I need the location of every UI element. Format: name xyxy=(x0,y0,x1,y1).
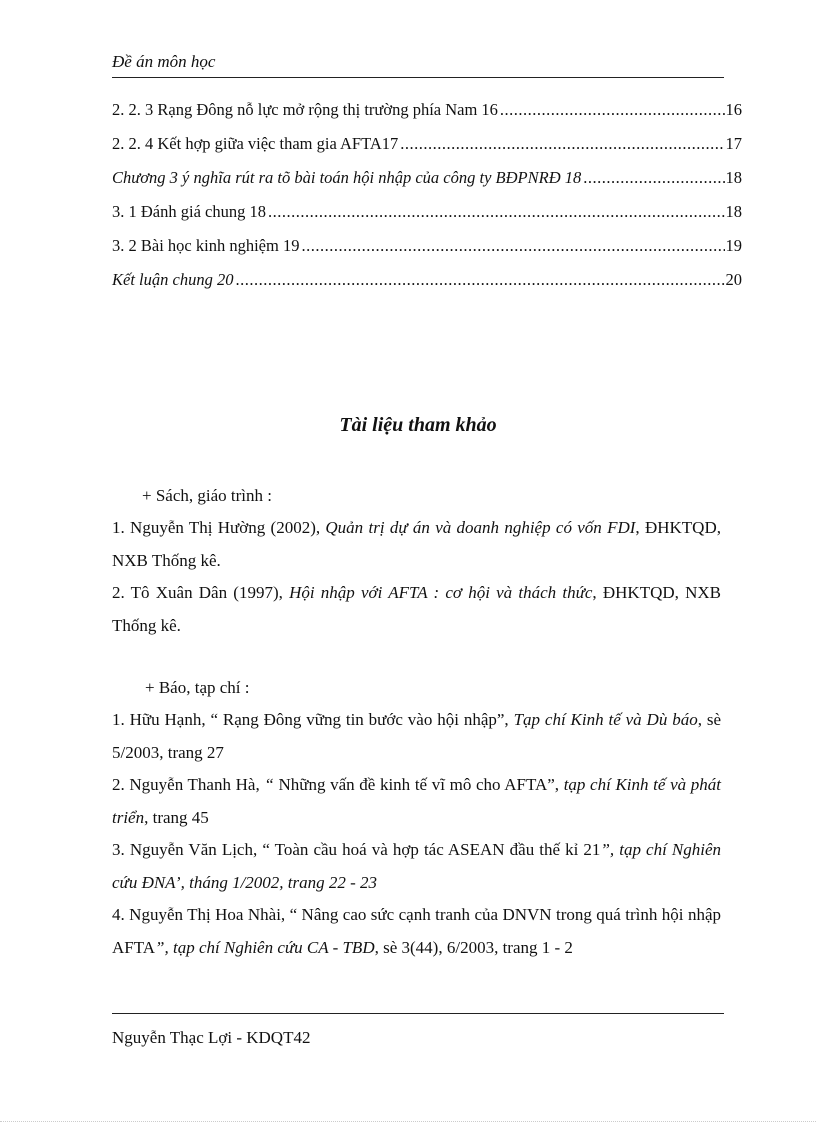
reference-item xyxy=(112,899,721,964)
reference-quote-open: “ xyxy=(264,775,279,794)
table-of-contents xyxy=(112,100,742,304)
toc-leader-dots xyxy=(268,202,725,222)
toc-entry-page: 18 xyxy=(725,168,742,187)
reference-title: Hội nhập với AFTA : cơ hội và thách thức xyxy=(289,583,593,602)
page-header xyxy=(112,52,724,78)
toc-entry-page: 17 xyxy=(725,134,742,153)
reference-lead: 2. Tô Xuân Dân (1997), xyxy=(112,583,290,602)
toc-entry-text: Kết luận chung 20 xyxy=(112,270,234,289)
footer-author: Nguyễn Thạc Lợi - KDQT42 xyxy=(112,1028,311,1047)
reference-title: tạp chí Kinh tế và phát triển xyxy=(112,775,721,827)
toc-entry-text: 2. 2. 4 Kết hợp giữa việc tham gia AFTA17 xyxy=(112,134,399,153)
page-footer xyxy=(112,1013,724,1048)
reference-title: Quản trị dự án và doanh nghiệp có vốn FDI xyxy=(325,518,636,537)
reference-item xyxy=(112,577,721,642)
reference-lead: 1. Nguyễn Thị Hường (2002), xyxy=(112,518,326,537)
toc-leader-dots xyxy=(301,236,724,256)
references-list xyxy=(112,480,721,964)
toc-leader-dots xyxy=(500,100,725,120)
references-title: Tài liệu tham khảo xyxy=(339,414,497,436)
toc-entry[interactable] xyxy=(112,270,742,304)
toc-leader-dots xyxy=(583,168,724,188)
books-heading: + Sách, giáo trình : xyxy=(142,486,272,505)
toc-entry[interactable] xyxy=(112,100,742,134)
toc-entry-page: 16 xyxy=(725,100,742,119)
reference-tail: , sè 3(44), 6/2003, trang 1 - 2 xyxy=(374,937,573,957)
header-title: Đề án môn học xyxy=(112,52,216,71)
reference-title: Tạp chí Kinh tế và Dù báo xyxy=(513,710,698,729)
toc-entry[interactable] xyxy=(112,134,742,168)
reference-tail-2: , trang 45 xyxy=(144,807,209,827)
toc-leader-dots xyxy=(235,270,724,290)
reference-tail: , ĐHKTQD, NXB Thống kê. xyxy=(112,518,721,570)
toc-entry[interactable] xyxy=(112,236,742,270)
toc-entry-text: 3. 1 Đánh giá chung 18 xyxy=(112,202,266,221)
press-heading: + Báo, tạp chí : xyxy=(145,678,250,697)
toc-entry-page: 18 xyxy=(725,202,742,221)
reference-lead: 4. Nguyễn Thị Hoa Nhài, “ Nâng cao sức cạnh tranh của DNVN trong quá trình hội nhập AFTA xyxy=(112,905,721,957)
reference-tail: , ĐHKTQD, NXB Thống kê. xyxy=(112,583,721,635)
reference-lead: 3. Nguyễn Văn Lịch, “ Toàn cầu hoá và hợp tác ASEAN đầu thế kỉ 21 xyxy=(112,840,601,859)
reference-title: ”, tạp chí Nghiên cứu ĐNA’, tháng 1/2002, trang 22 - 23 xyxy=(112,840,721,892)
reference-item xyxy=(112,512,721,577)
reference-item xyxy=(112,769,721,834)
reference-lead: 2. Nguyễn Thanh Hà, xyxy=(112,775,265,794)
page-bottom-divider xyxy=(0,1121,816,1122)
toc-entry-text: 2. 2. 3 Rạng Đông nỗ lực mở rộng thị trường phía Nam 16 xyxy=(112,100,498,119)
reference-lead: 1. Hữu Hạnh, “ Rạng Đông vững tin bước vào hội nhập”, xyxy=(112,710,514,729)
toc-leader-dots xyxy=(400,134,724,154)
toc-entry[interactable] xyxy=(112,168,742,202)
reference-tail: Những vấn đề kinh tế vĩ mô cho AFTA”, xyxy=(278,775,564,794)
reference-tail: , sè 5/2003, trang 27 xyxy=(112,710,721,762)
toc-entry-text: 3. 2 Bài học kinh nghiệm 19 xyxy=(112,236,300,255)
reference-title: ”, tạp chí Nghiên cứu CA - TBD xyxy=(155,937,375,957)
toc-entry-text: Chương 3 ý nghĩa rút ra tõ bài toán hội nhập của công ty BĐPNRĐ 18 xyxy=(112,168,582,187)
toc-entry-page: 19 xyxy=(725,236,742,255)
toc-entry[interactable] xyxy=(112,202,742,236)
toc-entry-page: 20 xyxy=(725,270,742,289)
reference-item xyxy=(112,834,721,899)
reference-item xyxy=(112,704,721,769)
